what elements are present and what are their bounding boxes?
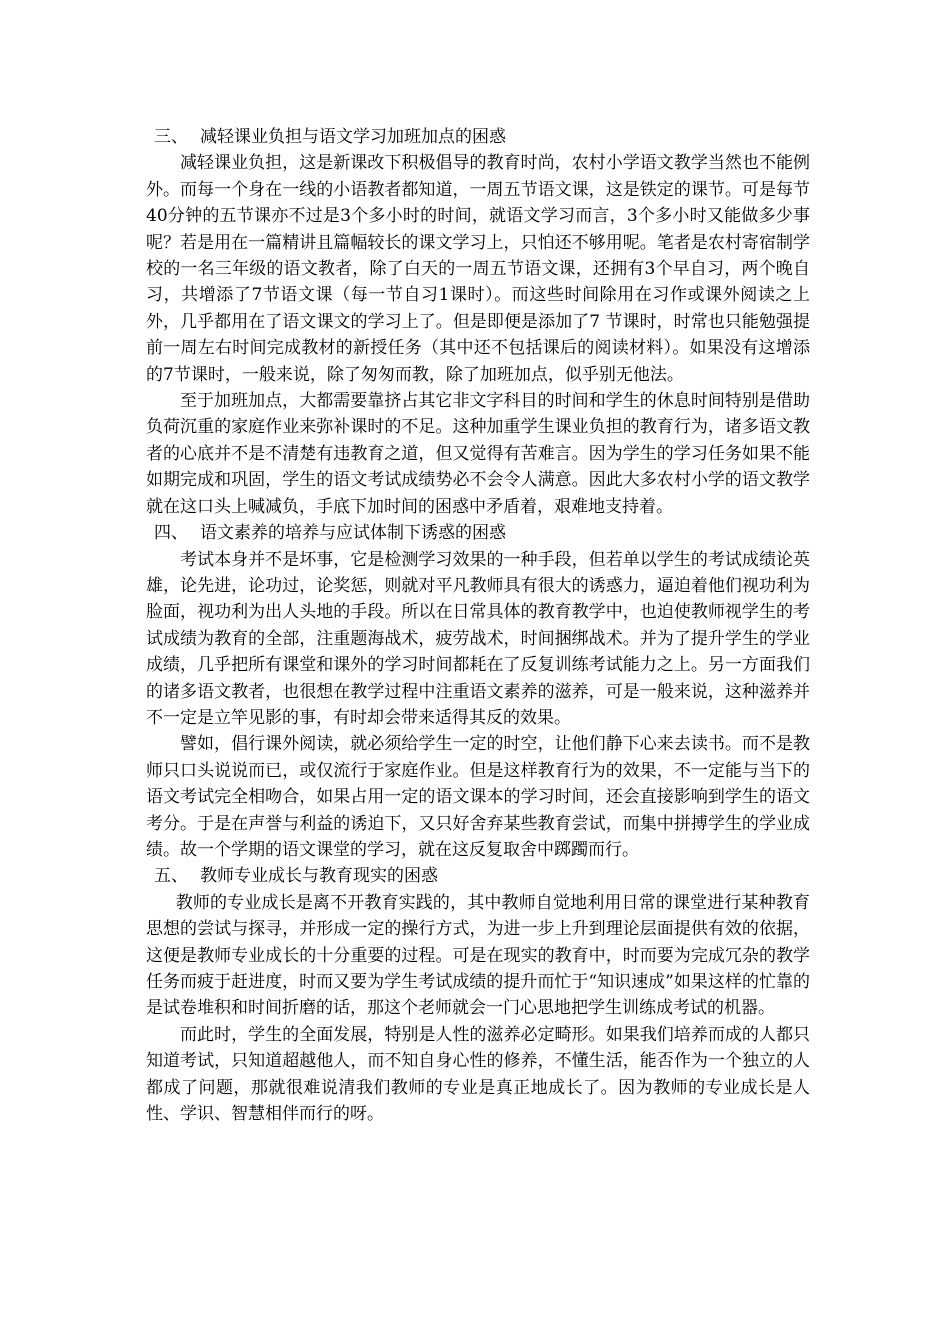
section-heading [146, 863, 810, 889]
section-5 [146, 863, 810, 1127]
paragraph: 譬如，倡行课外阅读，就必须给学生一定的时空，让他们静下心来去读书。而不是教师只口头说说而已，或仅流行于家庭作业。但是这样教育行为的效果，不一定能与当下的语文考试完全相吻合，如果占用一定的语文课本的学习时间，还会直接影响到学生的语文考分。于是在声誉与利益的诱迫下，又只好舍弃某些教育尝试，而集中拼搏学生的学业成绩。故一个学期的语文课堂的学习，就在这反复取舍中踯躅而行。 [146, 734, 810, 860]
section-title: 语文素养的培养与应试体制下诱惑的困惑 [200, 523, 506, 544]
paragraph: 而此时，学生的全面发展，特别是人性的滋养必定畸形。如果我们培养而成的人都只知道考试，只知道超越他人，而不知自身心性的修养，不懂生活，能否作为一个独立的人都成了问题，那就很难说清我们教师的专业是真正地成长了。因为教师的专业成长是人性、学识、智慧相伴而行的呀。 [146, 1024, 810, 1125]
section-number: 四、 [154, 523, 188, 544]
paragraph: 教师的专业成长是离不开教育实践的，其中教师自觉地利用日常的课堂进行某种教育思想的尝试与探寻，并形成一定的操行方式，为进一步上升到理论层面提供有效的依据，这便是教师专业成长的十分重要的过程。可是在现实的教育中，时而要为完成冗杂的教学任务而疲于赶进度，时而又要为学生考试成绩的提升而忙于“知识速成”如果这样的忙靠的是试卷堆积和时间折磨的话，那这个老师就会一门心思地把学生训练成考试的机器。 [146, 892, 810, 1019]
section-heading [146, 520, 810, 546]
section-number: 三、 [154, 127, 188, 147]
section-4 [146, 520, 810, 863]
section-heading [146, 124, 810, 150]
section-3 [146, 124, 810, 520]
section-number: 五、 [154, 866, 188, 887]
section-title: 减轻课业负担与语文学习加班加点的困惑 [200, 127, 506, 147]
section-title: 教师专业成长与教育现实的困惑 [200, 866, 438, 887]
paragraph: 至于加班加点，大都需要靠挤占其它非文字科目的时间和学生的休息时间特别是借助负荷沉重的家庭作业来弥补课时的不足。这种加重学生课业负担的教育行为，诸多语文教者的心底并不是不清楚有违教育之道，但又觉得有苦难言。因为学生的学习任务如果不能如期完成和巩固，学生的语文考试成绩势必不会令人满意。因此大多农村小学的语文教学就在这口头上喊减负，手底下加时间的困惑中矛盾着，艰难地支持着。 [146, 391, 810, 517]
paragraph: 减轻课业负担，这是新课改下积极倡导的教育时尚，农村小学语文教学当然也不能例外。而每一个身在一线的小语教者都知道，一周五节语文课，这是铁定的课节。可是每节40分钟的五节课亦不过是3个多小时的时间，就语文学习而言，3个多小时又能做多少事呢？若是用在一篇精讲且篇幅较长的课文学习上，只怕还不够用呢。笔者是农村寄宿制学校的一名三年级的语文教者，除了白天的一周五节语文课，还拥有3个早自习，两个晚自习，共增添了7节语文课（每一节自习1课时）。而这些时间除用在习作或课外阅读之上外，几乎都用在了语文课文的学习上了。但是即便是添加了7 节课时，时常也只能勉强提前一周左右时间完成教材的新授任务（其中还不包括课后的阅读材料）。如果没有这增添的7节课时，一般来说，除了匆匆而教，除了加班加点，似乎别无他法。 [146, 153, 810, 385]
document-page [146, 124, 810, 1127]
paragraph: 考试本身并不是坏事，它是检测学习效果的一种手段，但若单以学生的考试成绩论英雄，论先进，论功过，论奖惩，则就对平凡教师具有很大的诱惑力，逼迫着他们视功利为脸面，视功利为出人头地的手段。所以在日常具体的教育教学中，也迫使教师视学生的考试成绩为教育的全部，注重题海战术，疲劳战术，时间捆绑战术。并为了提升学生的学业成绩，几乎把所有课堂和课外的学习时间都耗在了反复训练考试能力之上。另一方面我们的诸多语文教者，也很想在教学过程中注重语文素养的滋养，可是一般来说，这种滋养并不一定是立竿见影的事，有时却会带来适得其反的效果。 [146, 549, 810, 728]
